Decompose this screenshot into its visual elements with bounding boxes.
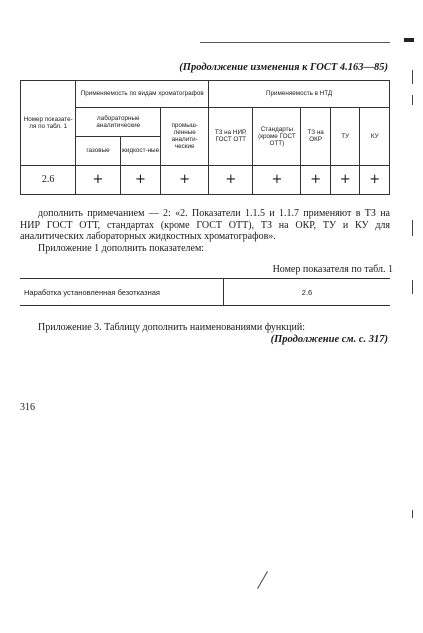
cell-ku: + (360, 165, 390, 194)
number-header: Номер показателя по табл. 1 (272, 264, 393, 275)
cell-standards: + (253, 165, 301, 194)
header-chromato: Применяемость по видам хроматографов (76, 81, 209, 108)
indicator-value: 2.6 (224, 279, 391, 306)
cell-tz-okr: + (301, 165, 331, 194)
cell-industrial: + (161, 165, 209, 194)
header-ku: КУ (360, 107, 390, 165)
note-paragraph (20, 208, 390, 243)
edge-mark (412, 220, 413, 236)
cell-liquid: + (120, 165, 161, 194)
header-lab: лабораторные аналитические (76, 107, 161, 136)
header-tu: ТУ (330, 107, 360, 165)
header-number: Номер показате-ля по табл. 1 (21, 81, 76, 166)
pen-stroke (257, 571, 268, 589)
header-industrial: промыш-ленные аналити-ческие (161, 107, 209, 165)
top-rule (200, 42, 390, 43)
cell-gas: + (76, 165, 120, 194)
header-tz-okr: ТЗ на ОКР (301, 107, 331, 165)
cell-tu: + (330, 165, 360, 194)
row-number: 2.6 (21, 165, 76, 194)
edge-mark (412, 70, 413, 84)
note-text: дополнить примечанием — 2: «2. Показатели 1.1.5 и 1.1.7 применяют в ТЗ на НИР ГОСТ ОТТ, стандартах (кроме ГОСТ ОТТ), ТЗ на ОКР, ТУ и КУ для аналитических лабораторных жидкостных хроматографов». (20, 208, 390, 242)
header-tz-nir: ТЗ на НИР, ГОСТ ОТТ (209, 107, 253, 165)
page-number: 316 (20, 402, 35, 413)
applicability-table (20, 80, 390, 195)
indicator-label: Наработка установленная безотказная (20, 279, 224, 306)
continuation-header: (Продолжение изменения к ГОСТ 4.163—85) (179, 62, 388, 73)
edge-mark (412, 280, 413, 294)
edge-mark (412, 95, 413, 105)
header-ntd: Применяемость в НТД (209, 81, 390, 108)
top-mark (404, 38, 414, 42)
cell-tz-nir: + (209, 165, 253, 194)
appendix1-text: Приложение 1 дополнить показателем: (38, 243, 205, 254)
indicator-table (20, 278, 390, 306)
header-standards: Стандарты (кроме ГОСТ ОТТ) (253, 107, 301, 165)
header-liquid: жидкост-ные (120, 136, 161, 165)
header-gas: газовые (76, 136, 120, 165)
table-row (20, 279, 390, 306)
table-row (21, 165, 390, 194)
edge-mark (412, 510, 413, 518)
continuation-footer: (Продолжение см. с. 317) (270, 334, 388, 345)
appendix3-text: Приложение 3. Таблицу дополнить наименованиями функций: (38, 322, 305, 333)
